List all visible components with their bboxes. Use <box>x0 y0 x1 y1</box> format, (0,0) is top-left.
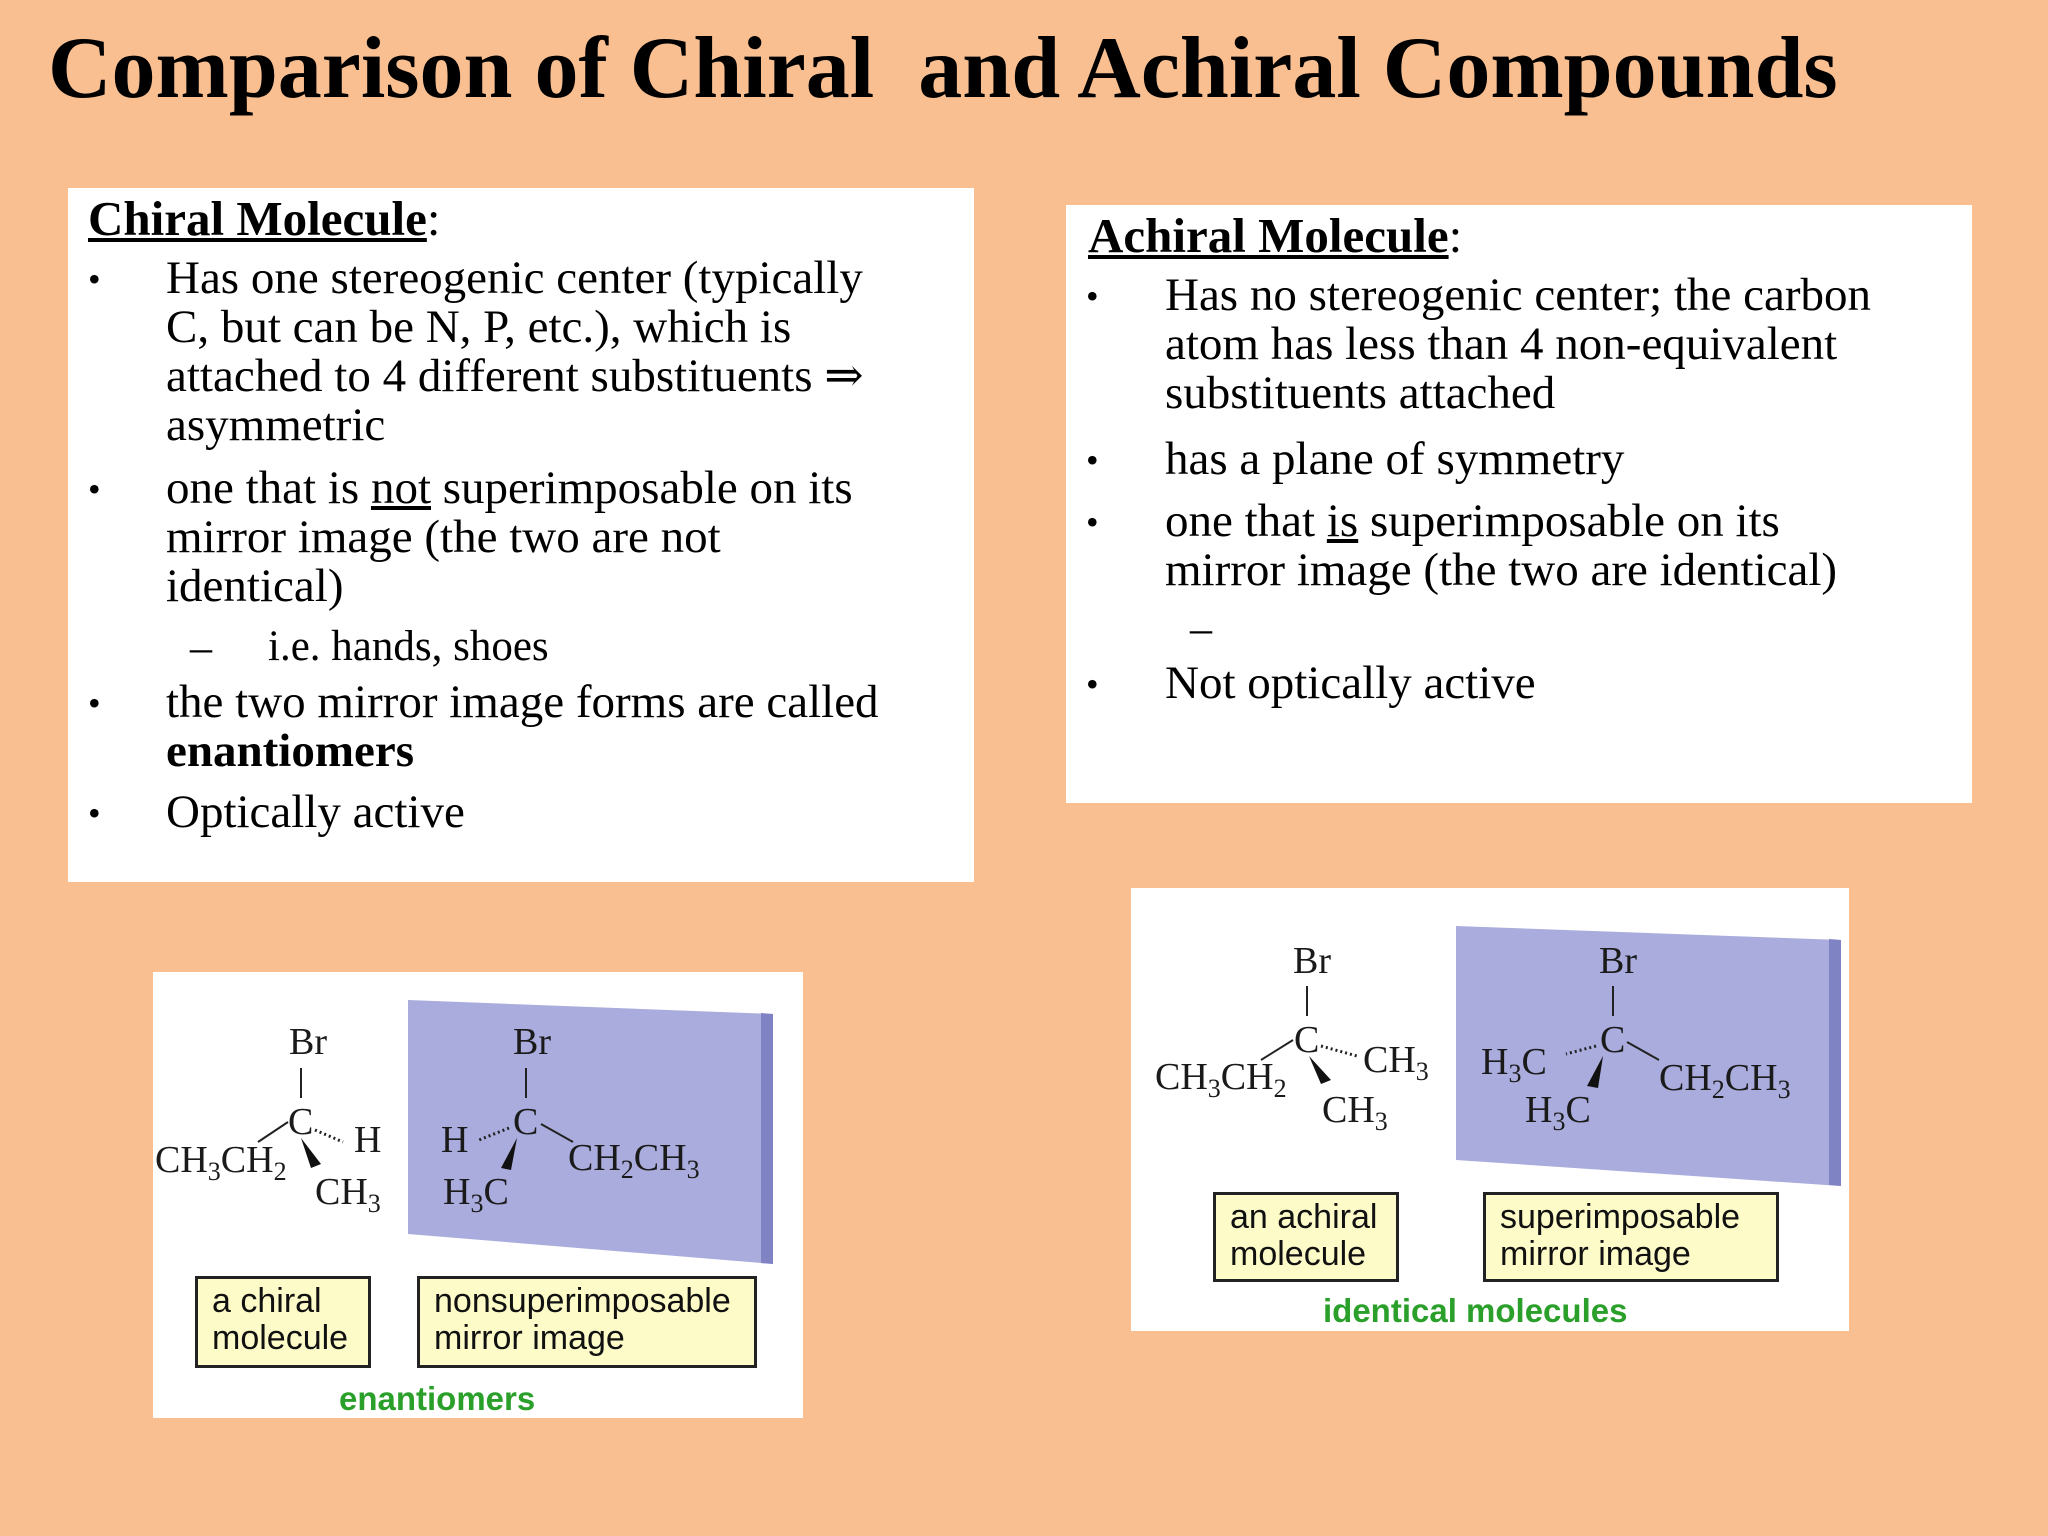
line: Has no stereogenic center; the carbon <box>1165 269 1871 321</box>
mol-left-right: $CH_3$ <box>1363 1039 1429 1086</box>
line: enantiomers <box>166 725 415 777</box>
mol-right-left: H <box>441 1119 469 1161</box>
caption-identical-molecules: identical molecules <box>1323 1292 1628 1329</box>
mirror-edge <box>1829 939 1841 1186</box>
mol-right-center: C <box>513 1101 539 1143</box>
mol-left-bottom: $CH_3$ <box>1322 1089 1388 1136</box>
line: mirror image (the two are identical) <box>1165 544 1838 596</box>
line: an achiral <box>1230 1198 1378 1236</box>
bullet-dot: • <box>88 683 101 723</box>
mol-left-top: Br <box>289 1021 327 1063</box>
mol-right-top: Br <box>513 1021 551 1063</box>
hashed-bond <box>315 1130 343 1142</box>
bullet-dot: • <box>1086 440 1099 480</box>
line: mirror image <box>434 1319 625 1357</box>
mol-left-center: C <box>288 1101 314 1143</box>
text: superimposable on its <box>1358 495 1780 547</box>
achiral-bullet-optical: Not optically active <box>1165 657 1536 709</box>
achiral-heading <box>1088 207 1462 264</box>
mol-left-left: $CH_3CH_2$ <box>155 1139 287 1186</box>
mol-right-center: C <box>1600 1019 1626 1061</box>
text: one that <box>1165 495 1327 547</box>
line <box>166 464 853 513</box>
wedge-bond <box>1309 1056 1331 1084</box>
line: nonsuperimposable <box>434 1282 731 1320</box>
caption-enantiomers: enantiomers <box>339 1380 536 1417</box>
bullet-dot: • <box>1086 276 1099 316</box>
mol-right-right: $CH_2CH_3$ <box>1659 1057 1791 1104</box>
mol-right-left: $H_3C$ <box>1481 1041 1547 1088</box>
label-chiral-molecule <box>195 1276 371 1368</box>
emphasis-is: is <box>1326 495 1359 547</box>
mol-right-right: $CH_2CH_3$ <box>568 1137 700 1184</box>
achiral-bullet-no-stereocenter <box>1165 271 1871 418</box>
mol-left-bottom: $CH_3$ <box>315 1171 381 1218</box>
line: the two mirror image forms are called <box>166 676 879 728</box>
sub-dash: – <box>190 623 212 672</box>
line: Has one stereogenic center (typically <box>166 252 863 304</box>
line: asymmetric <box>166 399 386 451</box>
line: substituents attached <box>1165 367 1556 419</box>
line: attached to 4 different substituents ⇒ <box>166 350 864 402</box>
emphasis-not: not <box>370 462 431 514</box>
achiral-heading-colon: : <box>1448 208 1463 263</box>
chiral-sub-example: i.e. hands, shoes <box>268 623 549 670</box>
line: C, but can be N, P, etc.), which is <box>166 301 792 353</box>
mol-left-left: $CH_3CH_2$ <box>1155 1056 1287 1103</box>
enantiomers-figure <box>153 972 803 1418</box>
chiral-bullet-superimposable <box>166 464 853 611</box>
line <box>1165 497 1837 546</box>
chiral-bullet-enantiomers <box>166 678 879 776</box>
achiral-bullet-superimposable <box>1165 497 1837 595</box>
bullet-dot: • <box>88 793 101 833</box>
bullet-dot: • <box>1086 502 1099 542</box>
line: mirror image (the two are not <box>166 511 721 563</box>
line: molecule <box>212 1319 349 1357</box>
chiral-heading-text: Chiral Molecule <box>88 191 427 246</box>
mirror-plane <box>1456 926 1841 1186</box>
chiral-bullet-optical: Optically active <box>166 786 465 838</box>
line: mirror image <box>1500 1235 1691 1273</box>
chiral-heading-colon: : <box>426 191 441 246</box>
bullet-dot: • <box>1086 664 1099 704</box>
chiral-bullet-stereocenter <box>166 254 864 450</box>
line: identical) <box>166 560 344 612</box>
mol-right-bottom: $H_3C$ <box>443 1171 509 1218</box>
line: molecule <box>1230 1235 1367 1273</box>
sub-dash: – <box>1190 604 1212 653</box>
mol-right-top: Br <box>1599 940 1637 982</box>
achiral-heading-text: Achiral Molecule <box>1088 208 1449 263</box>
chiral-panel <box>68 188 974 882</box>
mol-right-bottom: $H_3C$ <box>1525 1089 1591 1136</box>
hashed-bond <box>1321 1046 1357 1056</box>
mol-left-top: Br <box>1293 940 1331 982</box>
line: a chiral <box>212 1282 322 1320</box>
label-superimposable <box>1483 1192 1779 1282</box>
label-nonsuperimposable <box>417 1276 757 1368</box>
mirror-edge <box>761 1013 773 1264</box>
mol-left-center: C <box>1294 1019 1320 1061</box>
label-achiral-molecule <box>1213 1192 1399 1282</box>
bullet-dot: • <box>88 469 101 509</box>
line: superimposable <box>1500 1198 1741 1236</box>
bullet-dot: • <box>88 259 101 299</box>
achiral-panel <box>1066 205 1972 803</box>
achiral-bullet-symmetry: has a plane of symmetry <box>1165 433 1625 485</box>
chiral-heading <box>88 190 440 247</box>
text: one that is <box>166 462 371 514</box>
line: atom has less than 4 non-equivalent <box>1165 318 1838 370</box>
slide-title: Comparison of Chiral and Achiral Compounds <box>48 20 1838 117</box>
text: superimposable on its <box>431 462 853 514</box>
mol-left-right: H <box>354 1119 382 1161</box>
identical-molecules-figure <box>1131 888 1849 1331</box>
